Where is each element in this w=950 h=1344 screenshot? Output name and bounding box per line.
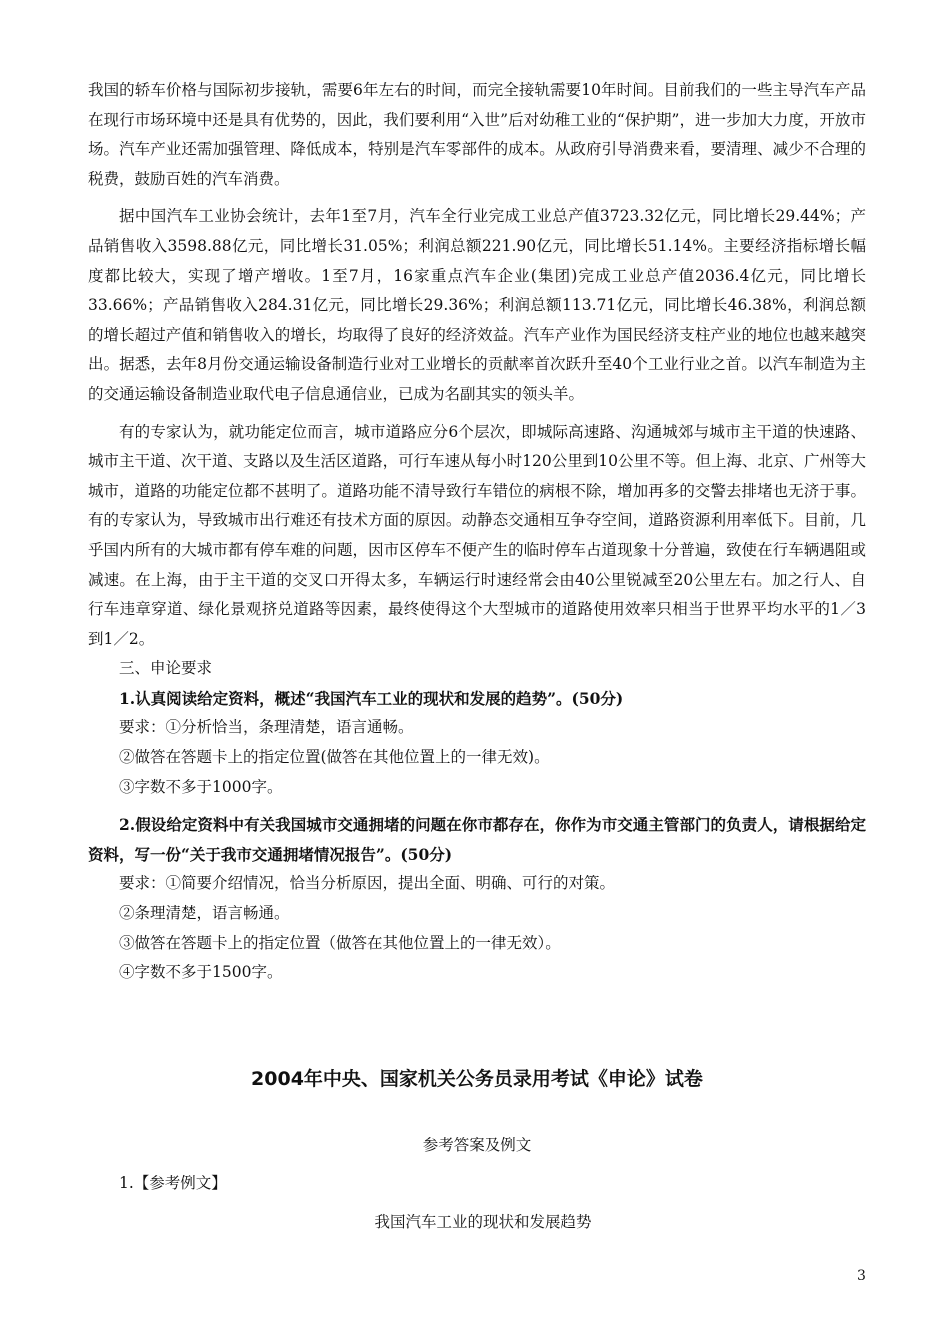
- question-1-requirement-1: 要求：①分析恰当，条理清楚，语言通畅。: [119, 718, 414, 737]
- question-1-requirement-2: ②做答在答题卡上的指定位置(做答在其他位置上的一律无效)。: [119, 748, 550, 767]
- question-2-requirement-1: 要求：①简要介绍情况，恰当分析原因，提出全面、明确、可行的对策。: [119, 874, 616, 893]
- page-number: 3: [857, 1268, 866, 1284]
- question-2-requirement-2: ②条理清楚，语言畅通。: [119, 904, 290, 923]
- question-2-requirement-4: ④字数不多于1500字。: [119, 963, 283, 982]
- reference-essay-label: 1.【参考例文】: [119, 1173, 227, 1192]
- document-page: [88, 76, 866, 1232]
- paragraph-urban-roads: 有的专家认为，就功能定位而言，城市道路应分6个层次，即城际高速路、沟通城郊与城市主干道的快速路、城市主干道、次干道、支路以及生活区道路，可行车速从每小时120公里到10公里不等。但上海、北京、广州等大城市，道路的功能定位都不甚明了。道路功能不清导致行车错位的病根不除，增加再多的交警去排堵也无济于事。有的专家认为，导致城市出行难还有技术方面的原因。动静态交通相互争夺空间，道路资源利用率低下。目前，几乎国内所有的大城市都有停车难的问题，因市区停车不便产生的临时停车占道现象十分普遍，致使在行车辆遇阻或减速。在上海，由于主干道的交叉口开得太多，车辆运行时速经常会由40公里锐减至20公里左右。加之行人、自行车违章穿道、绿化景观挤兑道路等因素，最终使得这个大型城市的道路使用效率只相当于世界平均水平的1／3到1／2。: [88, 422, 866, 648]
- essay-title: 我国汽车工业的现状和发展趋势: [374, 1213, 592, 1232]
- question-2: 2.假设给定资料中有关我国城市交通拥堵的问题在你市都存在，你作为市交通主管部门的负责人，请根据给定资料，写一份“关于我市交通拥堵情况报告”。(50分): [88, 815, 866, 864]
- question-2-requirement-3: ③做答在答题卡上的指定位置（做答在其他位置上的一律无效）。: [119, 933, 561, 952]
- question-1: 1.认真阅读给定资料，概述“我国汽车工业的现状和发展的趋势”。(50分): [119, 688, 624, 708]
- requirements-heading: 三、申论要求: [119, 659, 213, 678]
- exam-title: 2004年中央、国家机关公务员录用考试《申论》试卷: [251, 1067, 703, 1090]
- question-1-requirement-3: ③字数不多于1000字。: [119, 777, 283, 796]
- paragraph-car-price: 我国的轿车价格与国际初步接轨，需要6年左右的时间，而完全接轨需要10年时间。目前我们的一些主导汽车产品在现行市场环境中还是具有优势的，因此，我们要利用“入世”后对幼稚工业的“保护期”，进一步加大力度，开放市场。汽车产业还需加强管理、降低成本，特别是汽车零部件的成本。从政府引导消费来看，要清理、减少不合理的税费，鼓励百姓的汽车消费。: [88, 81, 866, 188]
- answer-subtitle: 参考答案及例文: [422, 1135, 532, 1154]
- paragraph-industry-statistics: 据中国汽车工业协会统计，去年1至7月，汽车全行业完成工业总产值3723.32亿元，同比增长29.44%；产品销售收入3598.88亿元，同比增长31.05%；利润总额221.90亿元，同比增长51.14%。主要经济指标增长幅度都比较大，实现了增产增收。1至7月，16家重点汽车企业(集团)完成工业总产值2036.4亿元，同比增长33.66%；产品销售收入284.31亿元，同比增长29.36%；利润总额113.71亿元，同比增长46.38%，利润总额的增长超过产值和销售收入的增长，均取得了良好的经济效益。汽车产业作为国民经济支柱产业的地位也越来越突出。据悉，去年8月份交通运输设备制造行业对工业增长的贡献率首次跃升至40个工业行业之首。以汽车制造为主的交通运输设备制造业取代电子信息通信业，已成为名副其实的领头羊。: [88, 207, 866, 403]
